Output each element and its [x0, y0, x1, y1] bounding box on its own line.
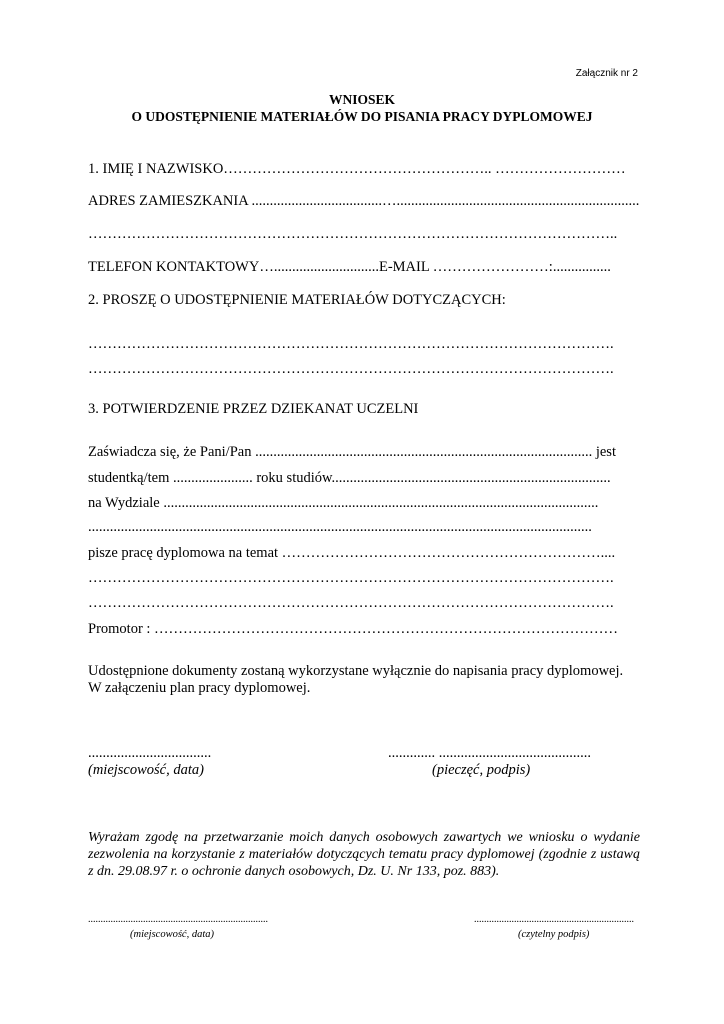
materials-line-2: ……………………………………………………………………………………………….: [88, 361, 614, 377]
topic-continuation-line-2: ……………………………………………………………………………………………….: [88, 595, 614, 611]
form-title: WNIOSEK: [328, 92, 396, 107]
data-processing-consent: Wyrażam zgodę na przetwarzanie moich danych osobowych zawartych we wniosku o wydanie zezwolenia na korzystanie z materiałów dotyczących tematu pracy dyplomowej (zgodnie z ustawą z dn. 29.08.97 r. o ochronie danych osobowych, Dz. U. Nr 133, poz. 883).: [88, 830, 640, 879]
annex-label: Załącznik nr 2: [575, 68, 638, 79]
stamp-signature-label: (pieczęć, podpis): [432, 762, 531, 778]
materials-line-1: ……………………………………………………………………………………………….: [88, 336, 614, 352]
topic-continuation-line-1: ……………………………………………………………………………………………….: [88, 570, 614, 586]
consent-place-date-label: (miejscowość, data): [130, 929, 214, 940]
student-year-line: studentką/tem ...................... roku studiów.............................................................................: [88, 470, 611, 486]
usage-note-line-1: Udostępnione dokumenty zostaną wykorzystane wyłącznie do napisania pracy dyplomowej.: [88, 663, 624, 679]
form-subtitle: O UDOSTĘPNIENIE MATERIAŁÓW DO PISANIA PRACY DYPLOMOWEJ: [131, 109, 593, 124]
promoter-line: Promotor : ……………………………………………………………………………………: [88, 621, 619, 637]
name-field-line: 1. IMIĘ I NAZWISKO……………………………………………….. ………………………: [88, 161, 626, 177]
faculty-line: na Wydziale ........................................................................................................................: [88, 495, 599, 511]
readable-signature-label: (czytelny podpis): [518, 929, 590, 940]
thesis-topic-line: pisze pracę dyplomowa na temat …………………………………………………………....: [88, 545, 616, 561]
materials-request-heading: 2. PROSZĘ O UDOSTĘPNIENIE MATERIAŁÓW DOTYCZĄCYCH:: [88, 292, 506, 308]
stamp-signature-dots: ............. ..........................................: [388, 745, 591, 761]
dean-office-heading: 3. POTWIERDZENIE PRZEZ DZIEKANAT UCZELNI: [88, 401, 419, 417]
address-continuation-line: ………………………………………………………………………………………………..: [88, 226, 618, 242]
usage-note-line-2: W załączeniu plan pracy dyplomowej.: [88, 680, 311, 696]
place-date-dots: ..................................: [88, 745, 212, 761]
certifies-line: Zaświadcza się, że Pani/Pan ............................................................................................. jest: [88, 444, 616, 460]
readable-signature-dots: ................................................................: [474, 914, 634, 925]
consent-place-date-dots: ........................................................................: [88, 914, 268, 925]
address-field-line: ADRES ZAMIESZKANIA ....................................…...................................................................: [88, 193, 640, 209]
faculty-continuation-line: ...........................................................................................................................................: [88, 519, 592, 535]
place-date-label: (miejscowość, data): [88, 762, 204, 778]
phone-email-field-line: TELEFON KONTAKTOWY….............................E-MAIL ……………………:................: [88, 259, 611, 275]
